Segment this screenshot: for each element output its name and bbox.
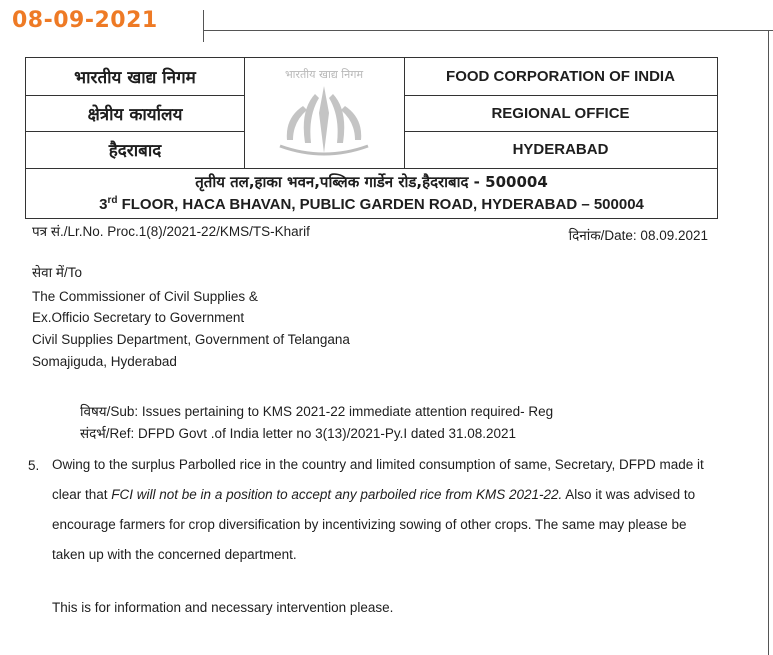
closing-line: This is for information and necessary intervention please. xyxy=(52,600,394,615)
address-line-3: Civil Supplies Department, Government of Telangana xyxy=(32,332,350,347)
subject-line: विषय/Sub: Issues pertaining to KMS 2021-22 immediate attention required- Reg xyxy=(80,404,554,419)
divider-right xyxy=(768,30,769,655)
hindi-line-2: क्षेत्रीय कार्यालय xyxy=(87,104,183,125)
divider-vertical xyxy=(203,10,204,42)
fci-emblem-logo xyxy=(245,58,404,168)
reference-line: संदर्भ/Ref: DFPD Govt .of India letter no 3(13)/2021-Py.I dated 31.08.2021 xyxy=(80,426,517,441)
address-line-1: The Commissioner of Civil Supplies & xyxy=(32,289,258,304)
letter-date: दिनांक/Date: 08.09.2021 xyxy=(568,228,708,243)
divider-horizontal xyxy=(203,30,773,31)
english-line-3: HYDERABAD xyxy=(512,141,609,158)
address-line-2: Ex.Officio Secretary to Government xyxy=(32,310,245,325)
paragraph-number: 5. xyxy=(28,458,40,473)
date-tag: 08-09-2021 xyxy=(12,8,158,33)
hindi-line-1: भारतीय खाद्य निगम xyxy=(74,68,196,88)
address-english: 3rd FLOOR, HACA BHAVAN, PUBLIC GARDEN ROAD, HYDERABAD – 500004 xyxy=(99,195,644,213)
reference-number: पत्र सं./Lr.No. Proc.1(8)/2021-22/KMS/TS-Kharif xyxy=(32,224,310,239)
paragraph-body: Owing to the surplus Parbolled rice in the country and limited consumption of same, Secretary, DFPD made it clear that FCI will not be in a position to accept any parboiled rice from KMS 2021-22. Also it was advised to encourage farmers for crop diversification by incentivizing sowing of other crops. The same may please be taken up with the concerned department. xyxy=(52,457,704,562)
address-line-4: Somajiguda, Hyderabad xyxy=(32,354,177,369)
hindi-line-3: हैदराबाद xyxy=(108,141,162,161)
address-hindi: तृतीय तल,हाका भवन,पब्लिक गार्डेन रोड,हैदराबाद - 500004 xyxy=(195,173,548,191)
english-line-1: FOOD CORPORATION OF INDIA xyxy=(446,68,675,85)
svg-text:भारतीय खाद्य निगम: भारतीय खाद्य निगम xyxy=(284,68,364,81)
to-label: सेवा में/To xyxy=(32,265,82,280)
english-line-2: REGIONAL OFFICE xyxy=(491,104,630,122)
letterhead xyxy=(25,57,718,219)
